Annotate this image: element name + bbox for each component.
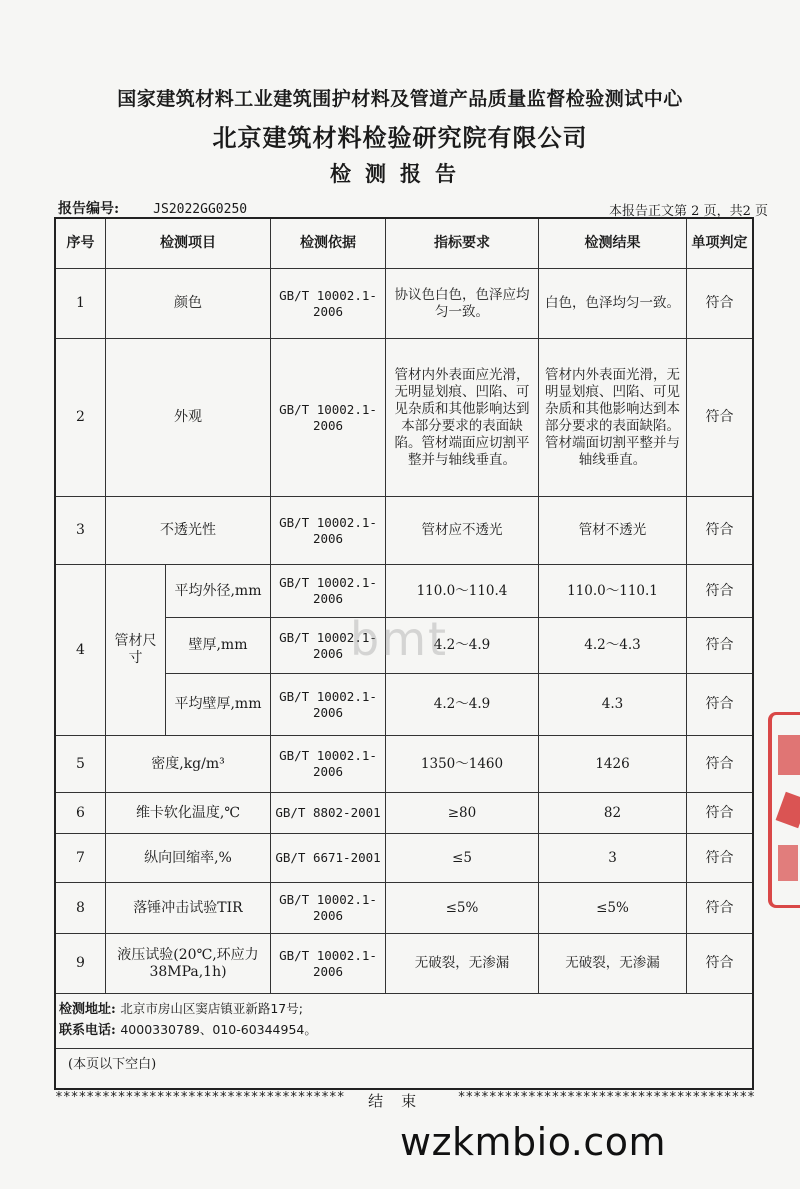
- row-requirement: ≤5: [386, 834, 539, 883]
- end-stars-right: **************************************: [457, 1090, 755, 1105]
- th-no: 序号: [56, 219, 106, 269]
- row-result: 82: [539, 793, 687, 834]
- row-item: 不透光性: [106, 497, 271, 565]
- row-no: 5: [56, 736, 106, 793]
- row-standard: GB/T 10002.1-2006: [271, 497, 386, 565]
- sub-standard: GB/T 10002.1-2006: [271, 565, 386, 618]
- sub-result: 4.2～4.3: [539, 618, 687, 674]
- row-item: 维卡软化温度,℃: [106, 793, 271, 834]
- sub-requirement: 110.0～110.4: [386, 565, 539, 618]
- red-seal-stamp: [768, 712, 800, 908]
- row-no: 2: [56, 339, 106, 497]
- row-result: 管材内外表面光滑，无明显划痕、凹陷、可见杂质和其他影响达到本部分要求的表面缺陷。管材端面切割平整并与轴线垂直。: [539, 339, 687, 497]
- row-standard: GB/T 10002.1-2006: [271, 934, 386, 994]
- end-label: 结束: [368, 1092, 435, 1110]
- sub-item: 壁厚,mm: [166, 618, 271, 674]
- row-item: 外观: [106, 339, 271, 497]
- row-judgement: 符合: [687, 934, 752, 994]
- sub-result: 4.3: [539, 674, 687, 736]
- report-number-value: JS2022GG0250: [153, 202, 248, 217]
- row-result: 3: [539, 834, 687, 883]
- sub-judgement: 符合: [687, 565, 752, 618]
- row-item: 液压试验(20℃,环应力38MPa,1h): [106, 934, 271, 994]
- row-group-label: 管材尺寸: [106, 565, 166, 736]
- th-req: 指标要求: [386, 219, 539, 269]
- sub-judgement: 符合: [687, 618, 752, 674]
- report-number: [58, 198, 247, 218]
- row-judgement: 符合: [687, 736, 752, 793]
- results-grid: [56, 219, 752, 994]
- end-line: [55, 1090, 755, 1111]
- row-no: 7: [56, 834, 106, 883]
- sub-standard: GB/T 10002.1-2006: [271, 674, 386, 736]
- row-no: 1: [56, 269, 106, 339]
- row-no: 8: [56, 883, 106, 934]
- address-value: 北京市房山区窦店镇亚新路17号;: [120, 1001, 303, 1016]
- row-judgement: 符合: [687, 883, 752, 934]
- row-result: 管材不透光: [539, 497, 687, 565]
- row-requirement: ≤5%: [386, 883, 539, 934]
- row-requirement: 管材应不透光: [386, 497, 539, 565]
- row-requirement: ≥80: [386, 793, 539, 834]
- row-judgement: 符合: [687, 339, 752, 497]
- th-res: 检测结果: [539, 219, 687, 269]
- phone-label: 联系电话:: [59, 1023, 116, 1038]
- row-judgement: 符合: [687, 497, 752, 565]
- row-requirement: 协议色白色，色泽应均匀一致。: [386, 269, 539, 339]
- sub-requirement: 4.2～4.9: [386, 674, 539, 736]
- sub-judgement: 符合: [687, 674, 752, 736]
- sub-item: 平均壁厚,mm: [166, 674, 271, 736]
- row-standard: GB/T 10002.1-2006: [271, 339, 386, 497]
- row-result: 白色，色泽均匀一致。: [539, 269, 687, 339]
- site-watermark: wzkmbio.com: [400, 1120, 667, 1164]
- row-judgement: 符合: [687, 269, 752, 339]
- row-result: 无破裂，无渗漏: [539, 934, 687, 994]
- row-judgement: 符合: [687, 793, 752, 834]
- header-org-line1: 国家建筑材料工业建筑围护材料及管道产品质量监督检验测试中心: [117, 88, 683, 110]
- page-info: 本报告正文第 2 页，共2 页: [609, 204, 768, 219]
- row-item: 颜色: [106, 269, 271, 339]
- report-number-label: 报告编号:: [58, 201, 120, 217]
- address-label: 检测地址:: [59, 1002, 116, 1017]
- bmt-watermark: bmt: [350, 612, 449, 666]
- row-requirement: 管材内外表面应光滑，无明显划痕、凹陷、可见杂质和其他影响达到本部分要求的表面缺陷。管材端面应切割平整并与轴线垂直。: [386, 339, 539, 497]
- th-judge: 单项判定: [687, 219, 752, 269]
- sub-item: 平均外径,mm: [166, 565, 271, 618]
- row-standard: GB/T 8802-2001: [271, 793, 386, 834]
- sub-requirement: 4.2～4.9: [386, 618, 539, 674]
- row-no: 4: [56, 565, 106, 736]
- report-title: 检测报告: [330, 161, 470, 186]
- row-requirement: 1350～1460: [386, 736, 539, 793]
- row-standard: GB/T 10002.1-2006: [271, 883, 386, 934]
- row-no: 6: [56, 793, 106, 834]
- row-no: 3: [56, 497, 106, 565]
- row-item: 落锤冲击试验TIR: [106, 883, 271, 934]
- sub-standard: GB/T 10002.1-2006: [271, 618, 386, 674]
- row-result: ≤5%: [539, 883, 687, 934]
- th-item: 检测项目: [106, 219, 271, 269]
- sub-result: 110.0～110.1: [539, 565, 687, 618]
- th-std: 检测依据: [271, 219, 386, 269]
- row-standard: GB/T 6671-2001: [271, 834, 386, 883]
- contact-block: [56, 994, 752, 1049]
- row-result: 1426: [539, 736, 687, 793]
- row-standard: GB/T 10002.1-2006: [271, 269, 386, 339]
- phone-value: 4000330789、010-60344954。: [120, 1022, 317, 1037]
- row-judgement: 符合: [687, 834, 752, 883]
- row-item: 密度,kg/m³: [106, 736, 271, 793]
- row-requirement: 无破裂，无渗漏: [386, 934, 539, 994]
- row-standard: GB/T 10002.1-2006: [271, 736, 386, 793]
- end-stars-left: *************************************: [55, 1090, 345, 1105]
- row-no: 9: [56, 934, 106, 994]
- header-org-line2: 北京建筑材料检验研究院有限公司: [212, 123, 588, 152]
- row-item: 纵向回缩率,%: [106, 834, 271, 883]
- blank-note: (本页以下空白): [68, 1057, 157, 1072]
